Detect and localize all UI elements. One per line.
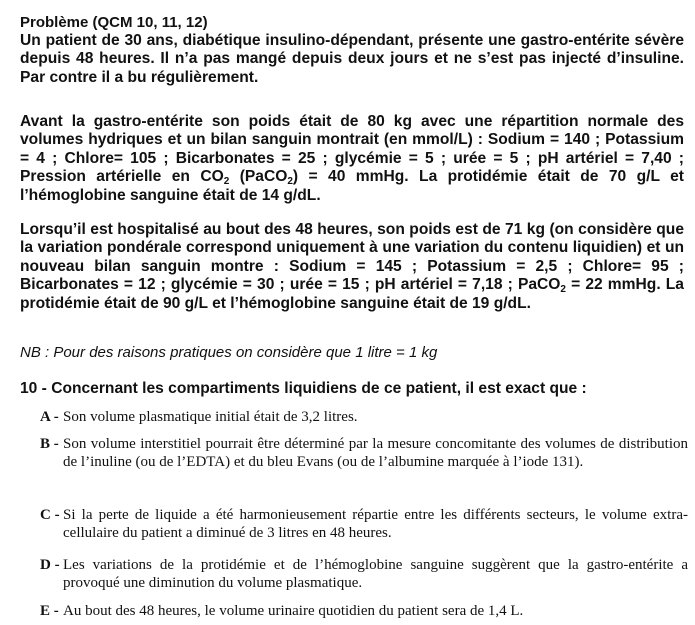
answer-text: Les variations de la protidémie et de l’hémoglobine sanguine suggèrent que la gastro-entérite a provoqué une diminution du volume plasmatique. [63,557,688,591]
problem-title: Problème (QCM 10, 11, 12) [20,14,208,31]
initial-text-part1: Avant la gastro-entérite son poids était de 80 kg avec une répartition normale des volumes hydriques et un bilan sanguin montrait (en mmol/L) : Sodium = 140 ; Potassium = 4 ; Chlore= 105 ; Bicarbonates = 25 ; glycémie = 5 ; urée = 5 ; pH artériel = 7,40 ; Pression artérielle en CO [20,113,684,186]
hospital-blood-test-paragraph [20,221,684,313]
answer-text: Son volume plasmatique initial était de 3,2 litres. [63,409,358,425]
question-10-label: 10 - Concernant les compartiments liquidiens de ce patient, il est exact que : [20,380,587,397]
answer-b[interactable] [40,435,688,471]
answer-letter: E - [40,603,59,619]
answer-e[interactable] [40,602,688,620]
answer-text: Son volume interstitiel pourrait être déterminé par la mesure concomitante des volumes de distribution de l’inuline (ou de l’EDTA) et du bleu Evans (ou de l’albumine marquée à l’iode 131). [63,436,688,470]
answer-letter: B - [40,436,59,452]
answer-c[interactable] [40,506,688,542]
answer-letter: D - [40,557,60,573]
paco2-subscript: 2 [287,176,293,188]
problem-intro: Un patient de 30 ans, diabétique insulino-dépendant, présente une gastro-entérite sévère depuis 48 heures. Il n’a pas mangé depuis deux jours et ne s’est pas injecté d’insuline. Par contre il a bu régulièrement. [20,32,684,86]
answer-d[interactable] [40,556,688,592]
hospital-text-part1: Lorsqu’il est hospitalisé au bout des 48 heures, son poids est de 71 kg (on considère que la variation pondérale correspond uniquement à une variation du contenu liquidien) et un nouveau bilan sanguin montre : Sodium = 145 ; Potassium = 2,5 ; Chlore= 95 ; Bicarbonates = 12 ; glycémie = 30 ; urée = 15 ; pH artériel = 7,18 ; PaCO [20,221,684,294]
answer-letter: C - [40,507,60,523]
paco2-subscript: 2 [560,284,566,296]
nb-note: NB : Pour des raisons pratiques on considère que 1 litre = 1 kg [20,344,438,361]
hospital-text-part2: = 22 mmHg. La protidémie était de 90 g/L et l’hémoglobine sanguine était de 19 g/dL. [20,276,684,312]
answer-a[interactable] [40,408,688,426]
initial-blood-test-paragraph [20,113,684,205]
co2-subscript: 2 [223,176,230,188]
initial-text-part2: (PaCO [229,168,288,186]
answer-text: Au bout des 48 heures, le volume urinaire quotidien du patient sera de 1,4 L. [63,603,524,619]
answer-letter: A - [40,409,59,425]
initial-text-part3: ) = 40 mmHg. La protidémie était de 70 g/L et l’hémoglobine sanguine était de 14 g/dL. [20,168,684,204]
answer-text: Si la perte de liquide a été harmonieusement répartie entre les différents secteurs, le volume extra-cellulaire du patient a diminué de 3 litres en 48 heures. [63,507,688,541]
